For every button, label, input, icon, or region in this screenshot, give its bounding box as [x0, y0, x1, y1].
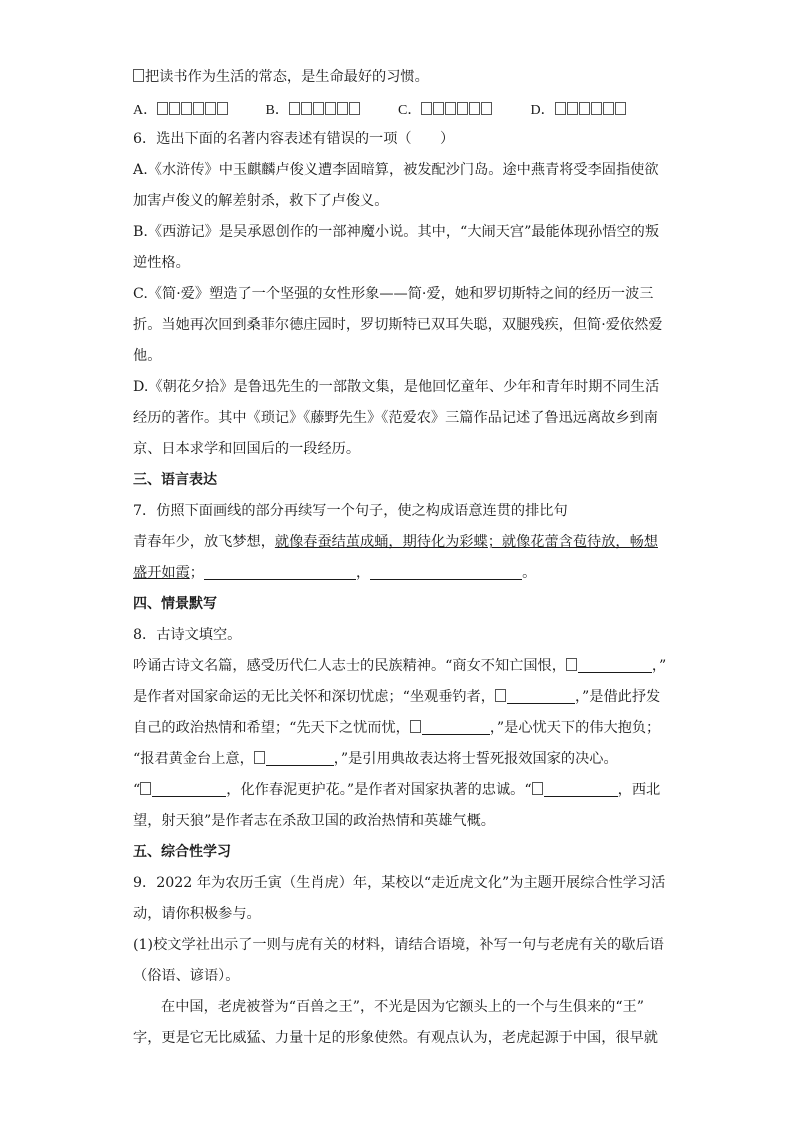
- missing-glyph-box: [254, 751, 265, 764]
- underlined-text: 就像春蚕结茧成蛹，期待化为彩蝶；就像花蕾含苞待放，畅想: [274, 534, 658, 550]
- q9-passage-line2: 字，更是它无比威猛、力量十足的形象使然。有观点认为，老虎起源于中国，很早就: [133, 1030, 658, 1046]
- underlined-text: 盛开如霞: [133, 565, 190, 581]
- missing-glyph-box: [566, 658, 577, 671]
- q6-option-b-line2[interactable]: 逆性格。: [133, 255, 190, 271]
- q6-option-c-line2[interactable]: 折。当她再次回到桑菲尔德庄园时，罗切斯特已双耳失聪，双腿残疾，但简·爱依然爱: [133, 317, 663, 333]
- q6-option-c-line1[interactable]: C.《简·爱》塑造了一个坚强的女性形象——简·爱，她和罗切斯特之间的经历一波三: [133, 286, 654, 302]
- answer-blank[interactable]: [152, 780, 226, 797]
- q6-option-d-line3[interactable]: 京、日本求学和回国后的一段经历。: [133, 441, 361, 457]
- q6-option-a-line2[interactable]: 加害卢俊义的解差射杀，救下了卢俊义。: [133, 193, 389, 209]
- missing-glyph-box: [140, 782, 151, 795]
- q8-line4: “报君黄金台上意， ，”是引用典故表达将士誓死报效国家的决心。: [133, 751, 618, 767]
- q8-line1: 吟诵古诗文名篇，感受历代仁人志士的民族精神。“商女不知亡国恨， ，”: [133, 658, 667, 674]
- q5-options: [133, 93, 663, 124]
- q8-line5: “ ，化作春泥更护花。”是作者对国家执著的忠诚。“ ，西北: [133, 782, 661, 798]
- section-heading-4: 四、情景默写: [133, 596, 217, 612]
- q9-sub1-line1: (1)校文学社出示了一则与虎有关的材料，请结合语境，补写一句与老虎有关的歇后语: [133, 937, 664, 953]
- section-heading-3: 三、语言表达: [133, 472, 217, 488]
- q6-option-a-line1[interactable]: A.《水浒传》中玉麒麟卢俊义遭李固暗算，被发配沙门岛。途中燕青将受李固指使欲: [133, 162, 659, 178]
- section-heading-5: 五、综合性学习: [133, 844, 231, 860]
- q6-option-d-line2[interactable]: 经历的著作。其中《琐记》《藤野先生》《范爱农》三篇作品记述了鲁迅远离故乡到南: [133, 410, 658, 426]
- answer-blank[interactable]: [204, 563, 356, 580]
- q6-option-b-line1[interactable]: B.《西游记》是吴承恩创作的一部神魔小说。其中，“大闹天宫”最能体现孙悟空的叛: [133, 224, 660, 240]
- question-6-stem: 6．选出下面的名著内容表述有错误的一项（ ）: [133, 131, 455, 147]
- answer-blank[interactable]: [507, 687, 575, 704]
- option-d[interactable]: D．: [531, 99, 664, 119]
- answer-blank[interactable]: [266, 749, 334, 766]
- q8-line2: 是作者对国家命运的无比关怀和深切忧虑；“坐观垂钓者， ，”是借此抒发: [133, 689, 661, 705]
- q6-option-c-line3[interactable]: 他。: [133, 348, 162, 364]
- missing-glyph-box: [495, 689, 506, 702]
- answer-blank[interactable]: [422, 718, 490, 735]
- question-7-stem: 7．仿照下面画线的部分再续写一个句子，使之构成语意连贯的排比句: [133, 503, 568, 519]
- answer-blank[interactable]: [544, 780, 618, 797]
- missing-glyph-box: [410, 720, 421, 733]
- option-b[interactable]: B．: [266, 99, 399, 119]
- option-c[interactable]: C．: [398, 99, 531, 119]
- q8-line6: 望，射天狼”是作者志在杀敌卫国的政治热情和英雄气概。: [133, 813, 495, 829]
- answer-blank[interactable]: [578, 656, 652, 673]
- q6-option-d-line1[interactable]: D.《朝花夕拾》是鲁迅先生的一部散文集，是他回忆童年、少年和青年时期不同生活: [133, 379, 660, 395]
- q8-line3: 自己的政治热情和希望；“先天下之忧而忧， ，”是心忧天下的伟大抱负；: [133, 720, 661, 736]
- question-9-stem-line1: 9．2022 年为农历壬寅（生肖虎）年，某校以“走近虎文化”为主题开展综合性学习活: [133, 875, 666, 891]
- missing-glyph-box: [133, 69, 144, 82]
- missing-glyph-box: [532, 782, 543, 795]
- option-a[interactable]: A．: [133, 99, 266, 119]
- q9-sub1-line2: （俗语、谚语）。: [133, 968, 240, 984]
- answer-blank[interactable]: [370, 563, 522, 580]
- question-8-stem: 8．古诗文填空。: [133, 627, 242, 643]
- q9-passage-line1: 在中国，老虎被誉为“百兽之王”，不光是因为它额头上的一个与生俱来的“王”: [161, 999, 645, 1015]
- document-body: [133, 62, 667, 1054]
- q7-line1: 青春年少，放飞梦想，就像春蚕结茧成蛹，期待化为彩蝶；就像花蕾含苞待放，畅想: [133, 534, 658, 550]
- question-9-stem-line2: 动，请你积极参与。: [133, 906, 261, 922]
- text-line: 把读书作为生活的常态，是生命最好的习惯。: [133, 62, 663, 93]
- q7-line2: 盛开如霞； ， 。: [133, 565, 537, 581]
